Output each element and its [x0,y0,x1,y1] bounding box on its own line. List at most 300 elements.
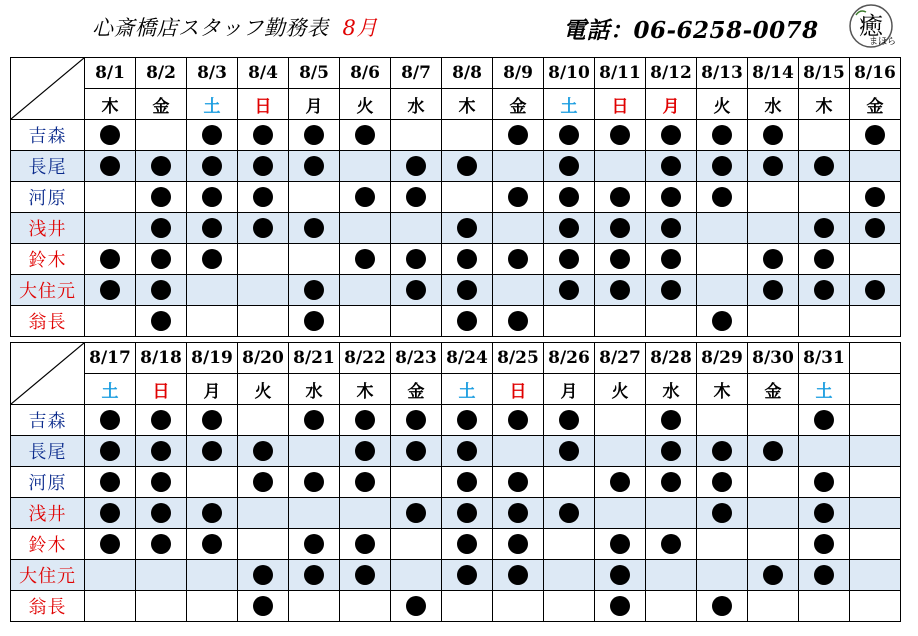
shift-cell [748,151,799,182]
shift-cell [697,244,748,275]
shift-cell [799,306,850,337]
date-cell: 8/27 [595,343,646,374]
shift-cell [85,467,136,498]
shift-cell [544,591,595,622]
shift-dot-icon [712,441,732,461]
shift-cell [289,591,340,622]
shift-dot-icon [559,187,579,207]
staff-row [11,120,901,151]
shift-cell [493,306,544,337]
shift-dot-icon [865,218,885,238]
shift-dot-icon [355,472,375,492]
shift-cell [595,151,646,182]
weekday-cell: 水 [289,374,340,405]
shift-cell [187,498,238,529]
shift-cell [238,182,289,213]
shift-cell [493,467,544,498]
corner-cell [11,58,85,120]
shift-cell [238,560,289,591]
staff-name: 浅井 [11,498,85,529]
shift-cell [850,591,901,622]
weekday-cell: 月 [646,89,697,120]
shift-dot-icon [661,472,681,492]
shift-cell [748,213,799,244]
shift-cell [697,498,748,529]
shift-dot-icon [253,472,273,492]
shift-cell [850,182,901,213]
shift-cell [136,182,187,213]
shift-cell [289,151,340,182]
shift-cell [238,405,289,436]
weekday-cell: 木 [799,89,850,120]
shift-cell [850,498,901,529]
shift-cell [85,182,136,213]
date-cell: 8/29 [697,343,748,374]
shift-dot-icon [406,280,426,300]
title-text: 心斎橋店スタッフ勤務表 [92,16,329,40]
shift-cell [442,306,493,337]
weekday-cell: 日 [493,374,544,405]
schedule-table-2 [10,342,901,622]
shift-cell [187,306,238,337]
shift-cell [187,591,238,622]
shift-dot-icon [253,125,273,145]
shift-dot-icon [661,280,681,300]
shift-dot-icon [304,472,324,492]
shift-dot-icon [661,249,681,269]
shift-cell [391,120,442,151]
shift-dot-icon [763,280,783,300]
staff-row [11,436,901,467]
shift-cell [391,467,442,498]
staff-row [11,275,901,306]
staff-row [11,529,901,560]
staff-row [11,213,901,244]
weekday-cell: 月 [289,89,340,120]
shift-cell [493,244,544,275]
shift-cell [595,405,646,436]
shift-dot-icon [100,125,120,145]
shift-dot-icon [406,441,426,461]
shift-dot-icon [355,187,375,207]
shift-cell [238,120,289,151]
shift-cell [646,436,697,467]
shift-cell [442,213,493,244]
shift-cell [85,498,136,529]
shift-cell [799,436,850,467]
shift-cell [442,529,493,560]
shift-cell [187,529,238,560]
shift-cell [544,244,595,275]
shift-cell [238,151,289,182]
staff-name: 鈴木 [11,529,85,560]
shift-dot-icon [610,218,630,238]
shift-cell [391,151,442,182]
staff-row [11,498,901,529]
shift-dot-icon [814,565,834,585]
shift-cell [238,467,289,498]
weekday-cell: 土 [799,374,850,405]
weekday-cell: 火 [238,374,289,405]
shift-dot-icon [202,218,222,238]
shift-cell [238,306,289,337]
phone-number: 電話：06-6258-0078 [563,17,819,44]
date-cell: 8/8 [442,58,493,89]
shift-dot-icon [406,503,426,523]
shift-cell [136,120,187,151]
shift-dot-icon [712,156,732,176]
date-cell: 8/19 [187,343,238,374]
shift-dot-icon [559,218,579,238]
shift-dot-icon [559,441,579,461]
shift-cell [799,529,850,560]
shift-dot-icon [304,534,324,554]
shift-cell [289,306,340,337]
staff-row [11,182,901,213]
weekday-cell: 木 [697,374,748,405]
shift-cell [544,182,595,213]
shift-cell [187,151,238,182]
shift-cell [595,306,646,337]
shift-cell [595,498,646,529]
shift-dot-icon [763,156,783,176]
shift-dot-icon [661,410,681,430]
shift-cell [544,405,595,436]
shift-cell [136,560,187,591]
shift-cell [340,498,391,529]
shift-cell [646,498,697,529]
shift-cell [544,306,595,337]
staff-name: 浅井 [11,213,85,244]
shift-dot-icon [253,596,273,616]
shift-dot-icon [253,441,273,461]
shift-cell [187,275,238,306]
shift-cell [391,498,442,529]
shift-cell [442,436,493,467]
shift-cell [544,498,595,529]
shift-dot-icon [406,249,426,269]
shift-cell [238,591,289,622]
date-cell: 8/6 [340,58,391,89]
shift-dot-icon [253,565,273,585]
shift-dot-icon [100,534,120,554]
date-cell: 8/26 [544,343,595,374]
shift-dot-icon [202,125,222,145]
shift-dot-icon [304,311,324,331]
shift-dot-icon [610,187,630,207]
staff-row [11,306,901,337]
shift-cell [136,213,187,244]
weekday-cell: 木 [442,89,493,120]
shift-dot-icon [610,596,630,616]
shift-cell [289,405,340,436]
shift-dot-icon [100,156,120,176]
shift-cell [289,120,340,151]
staff-row [11,151,901,182]
shift-cell [697,275,748,306]
weekday-cell: 木 [85,89,136,120]
date-cell: 8/22 [340,343,391,374]
shift-cell [646,182,697,213]
logo-caption: まほら [868,37,896,47]
shift-cell [697,405,748,436]
shift-cell [799,591,850,622]
shift-dot-icon [151,410,171,430]
shift-cell [595,560,646,591]
shift-cell [646,306,697,337]
shift-cell [595,213,646,244]
shift-dot-icon [559,280,579,300]
shift-cell [85,213,136,244]
shift-cell [238,244,289,275]
shift-cell [544,275,595,306]
shift-dot-icon [355,125,375,145]
shift-cell [799,213,850,244]
shift-cell [391,182,442,213]
shift-cell [799,244,850,275]
date-cell: 8/5 [289,58,340,89]
weekday-cell: 土 [187,89,238,120]
shift-dot-icon [457,218,477,238]
shift-cell [697,151,748,182]
shift-cell [391,306,442,337]
weekday-cell: 火 [340,89,391,120]
shift-dot-icon [355,565,375,585]
shift-cell [493,436,544,467]
shift-cell [595,120,646,151]
shift-dot-icon [712,311,732,331]
shift-cell [595,467,646,498]
shift-cell [646,151,697,182]
shift-cell [697,213,748,244]
shift-dot-icon [304,125,324,145]
shift-cell [493,498,544,529]
shift-cell [544,436,595,467]
shift-cell [238,436,289,467]
shift-cell [391,405,442,436]
weekday-cell: 日 [136,374,187,405]
date-cell: 8/20 [238,343,289,374]
shift-cell [646,275,697,306]
shift-cell [697,529,748,560]
shift-cell [493,405,544,436]
date-cell: 8/9 [493,58,544,89]
logo-glyph: 癒 [859,12,883,40]
shift-cell [493,151,544,182]
date-cell: 8/3 [187,58,238,89]
shift-cell [748,405,799,436]
shift-dot-icon [661,187,681,207]
shift-dot-icon [457,311,477,331]
date-cell: 8/1 [85,58,136,89]
weekday-cell: 金 [850,89,901,120]
shift-dot-icon [661,218,681,238]
shift-dot-icon [508,249,528,269]
shift-dot-icon [661,441,681,461]
shift-dot-icon [712,596,732,616]
shift-cell [595,244,646,275]
shift-dot-icon [406,156,426,176]
shift-cell [136,151,187,182]
shift-cell [85,275,136,306]
date-cell: 8/4 [238,58,289,89]
shift-cell [799,498,850,529]
shop-logo [846,3,896,49]
shift-cell [238,213,289,244]
shift-cell [442,182,493,213]
shift-cell [748,467,799,498]
shift-dot-icon [100,503,120,523]
shift-cell [850,529,901,560]
shift-cell [748,306,799,337]
shift-dot-icon [457,441,477,461]
corner-cell [11,343,85,405]
shift-dot-icon [457,534,477,554]
shift-dot-icon [457,156,477,176]
shift-dot-icon [457,280,477,300]
shift-dot-icon [253,218,273,238]
shift-cell [442,498,493,529]
page-title [92,12,378,42]
shift-cell [340,306,391,337]
date-cell: 8/16 [850,58,901,89]
weekday-cell [850,374,901,405]
shift-cell [289,182,340,213]
shift-cell [850,306,901,337]
shift-cell [748,560,799,591]
weekday-cell: 月 [187,374,238,405]
shift-cell [187,213,238,244]
shift-cell [442,467,493,498]
shift-cell [340,591,391,622]
date-cell [850,343,901,374]
shift-cell [493,213,544,244]
shift-cell [799,275,850,306]
shift-dot-icon [559,249,579,269]
shift-cell [340,151,391,182]
date-cell: 8/14 [748,58,799,89]
staff-name: 翁長 [11,591,85,622]
shift-cell [391,244,442,275]
shift-cell [136,591,187,622]
staff-row [11,591,901,622]
shift-cell [340,467,391,498]
shift-cell [850,151,901,182]
staff-row [11,560,901,591]
weekday-cell: 水 [391,89,442,120]
shift-cell [544,213,595,244]
shift-dot-icon [508,472,528,492]
date-cell: 8/28 [646,343,697,374]
shift-dot-icon [202,441,222,461]
shift-cell [646,467,697,498]
weekday-cell: 金 [748,374,799,405]
shift-dot-icon [202,187,222,207]
shift-dot-icon [151,311,171,331]
shift-dot-icon [151,187,171,207]
shift-cell [238,529,289,560]
shift-dot-icon [661,156,681,176]
shift-cell [391,275,442,306]
shift-dot-icon [814,156,834,176]
shift-cell [595,529,646,560]
shift-cell [85,405,136,436]
shift-cell [289,467,340,498]
shift-cell [544,120,595,151]
shift-dot-icon [202,410,222,430]
shift-cell [697,591,748,622]
shift-dot-icon [253,156,273,176]
shift-dot-icon [100,249,120,269]
shift-cell [544,151,595,182]
shift-dot-icon [304,410,324,430]
shift-dot-icon [457,472,477,492]
date-cell: 8/11 [595,58,646,89]
shift-dot-icon [610,280,630,300]
schedule-table-1 [10,57,901,337]
weekday-cell: 金 [136,89,187,120]
shift-cell [187,182,238,213]
shift-dot-icon [355,441,375,461]
shift-dot-icon [355,249,375,269]
date-cell: 8/7 [391,58,442,89]
shift-cell [340,560,391,591]
shift-dot-icon [508,187,528,207]
staff-name: 吉森 [11,120,85,151]
staff-name: 長尾 [11,151,85,182]
shift-dot-icon [202,534,222,554]
shift-dot-icon [151,534,171,554]
shift-cell [136,275,187,306]
shift-dot-icon [202,156,222,176]
weekday-cell: 土 [85,374,136,405]
shift-cell [850,560,901,591]
shift-cell [187,120,238,151]
weekday-cell: 月 [544,374,595,405]
staff-name: 翁長 [11,306,85,337]
shift-dot-icon [100,472,120,492]
shift-dot-icon [100,410,120,430]
shift-dot-icon [661,125,681,145]
shift-dot-icon [304,218,324,238]
shift-dot-icon [406,410,426,430]
shift-cell [289,436,340,467]
weekday-cell: 火 [697,89,748,120]
shift-cell [442,405,493,436]
shift-dot-icon [202,503,222,523]
shift-dot-icon [508,410,528,430]
shift-dot-icon [508,503,528,523]
shift-cell [340,120,391,151]
shift-cell [646,213,697,244]
shift-dot-icon [151,503,171,523]
shift-cell [544,529,595,560]
weekday-cell: 日 [595,89,646,120]
shift-cell [493,275,544,306]
staff-row [11,405,901,436]
shift-dot-icon [814,218,834,238]
shift-dot-icon [814,280,834,300]
staff-name: 大住元 [11,275,85,306]
shift-dot-icon [406,596,426,616]
shift-cell [289,560,340,591]
shift-cell [340,275,391,306]
date-cell: 8/2 [136,58,187,89]
shift-dot-icon [559,156,579,176]
shift-cell [340,244,391,275]
shift-cell [85,529,136,560]
shift-cell [391,529,442,560]
